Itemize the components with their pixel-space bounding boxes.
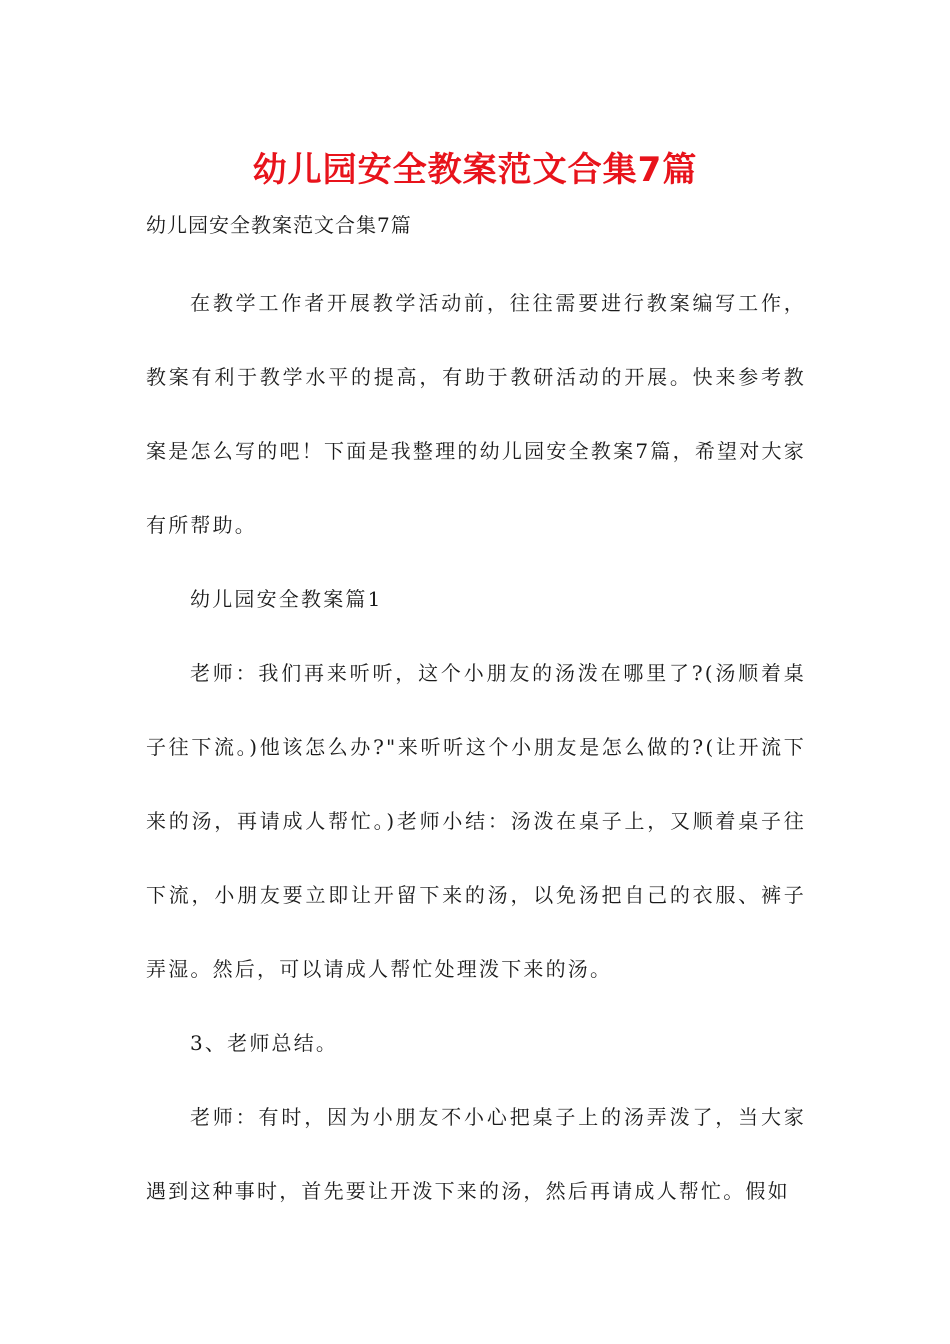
body-paragraph-continued: 老师：有时，因为小朋友不小心把桌子上的汤弄泼了，当大家遇到这种事时，首先要让开泼下来的汤，然后再请成人帮忙。假如 bbox=[146, 1105, 806, 1203]
intro-paragraph: 在教学工作者开展教学活动前，往往需要进行教案编写工作，教案有利于教学水平的提高，有助于教研活动的开展。快来参考教案是怎么写的吧！下面是我整理的幼儿园安全教案7篇，希望对大家有所帮助。 bbox=[146, 291, 806, 537]
section-heading: 幼儿园安全教案篇1 bbox=[190, 587, 383, 611]
summary-heading: 3、老师总结。 bbox=[190, 1031, 339, 1055]
body-paragraph: 老师：我们再来听听，这个小朋友的汤泼在哪里了?(汤顺着桌子往下流。)他该怎么办?"来听听这个小朋友是怎么做的?(让开流下来的汤，再请成人帮忙。)老师小结：汤泼在桌子上，又顺着桌子往下流，小朋友要立即让开留下来的汤，以免汤把自己的衣服、裤子弄湿。然后，可以请成人帮忙处理泼下来的汤。 bbox=[146, 661, 806, 981]
document-title: 幼儿园安全教案范文合集7篇 bbox=[252, 150, 698, 190]
document-subtitle: 幼儿园安全教案范文合集7篇 bbox=[146, 213, 412, 237]
